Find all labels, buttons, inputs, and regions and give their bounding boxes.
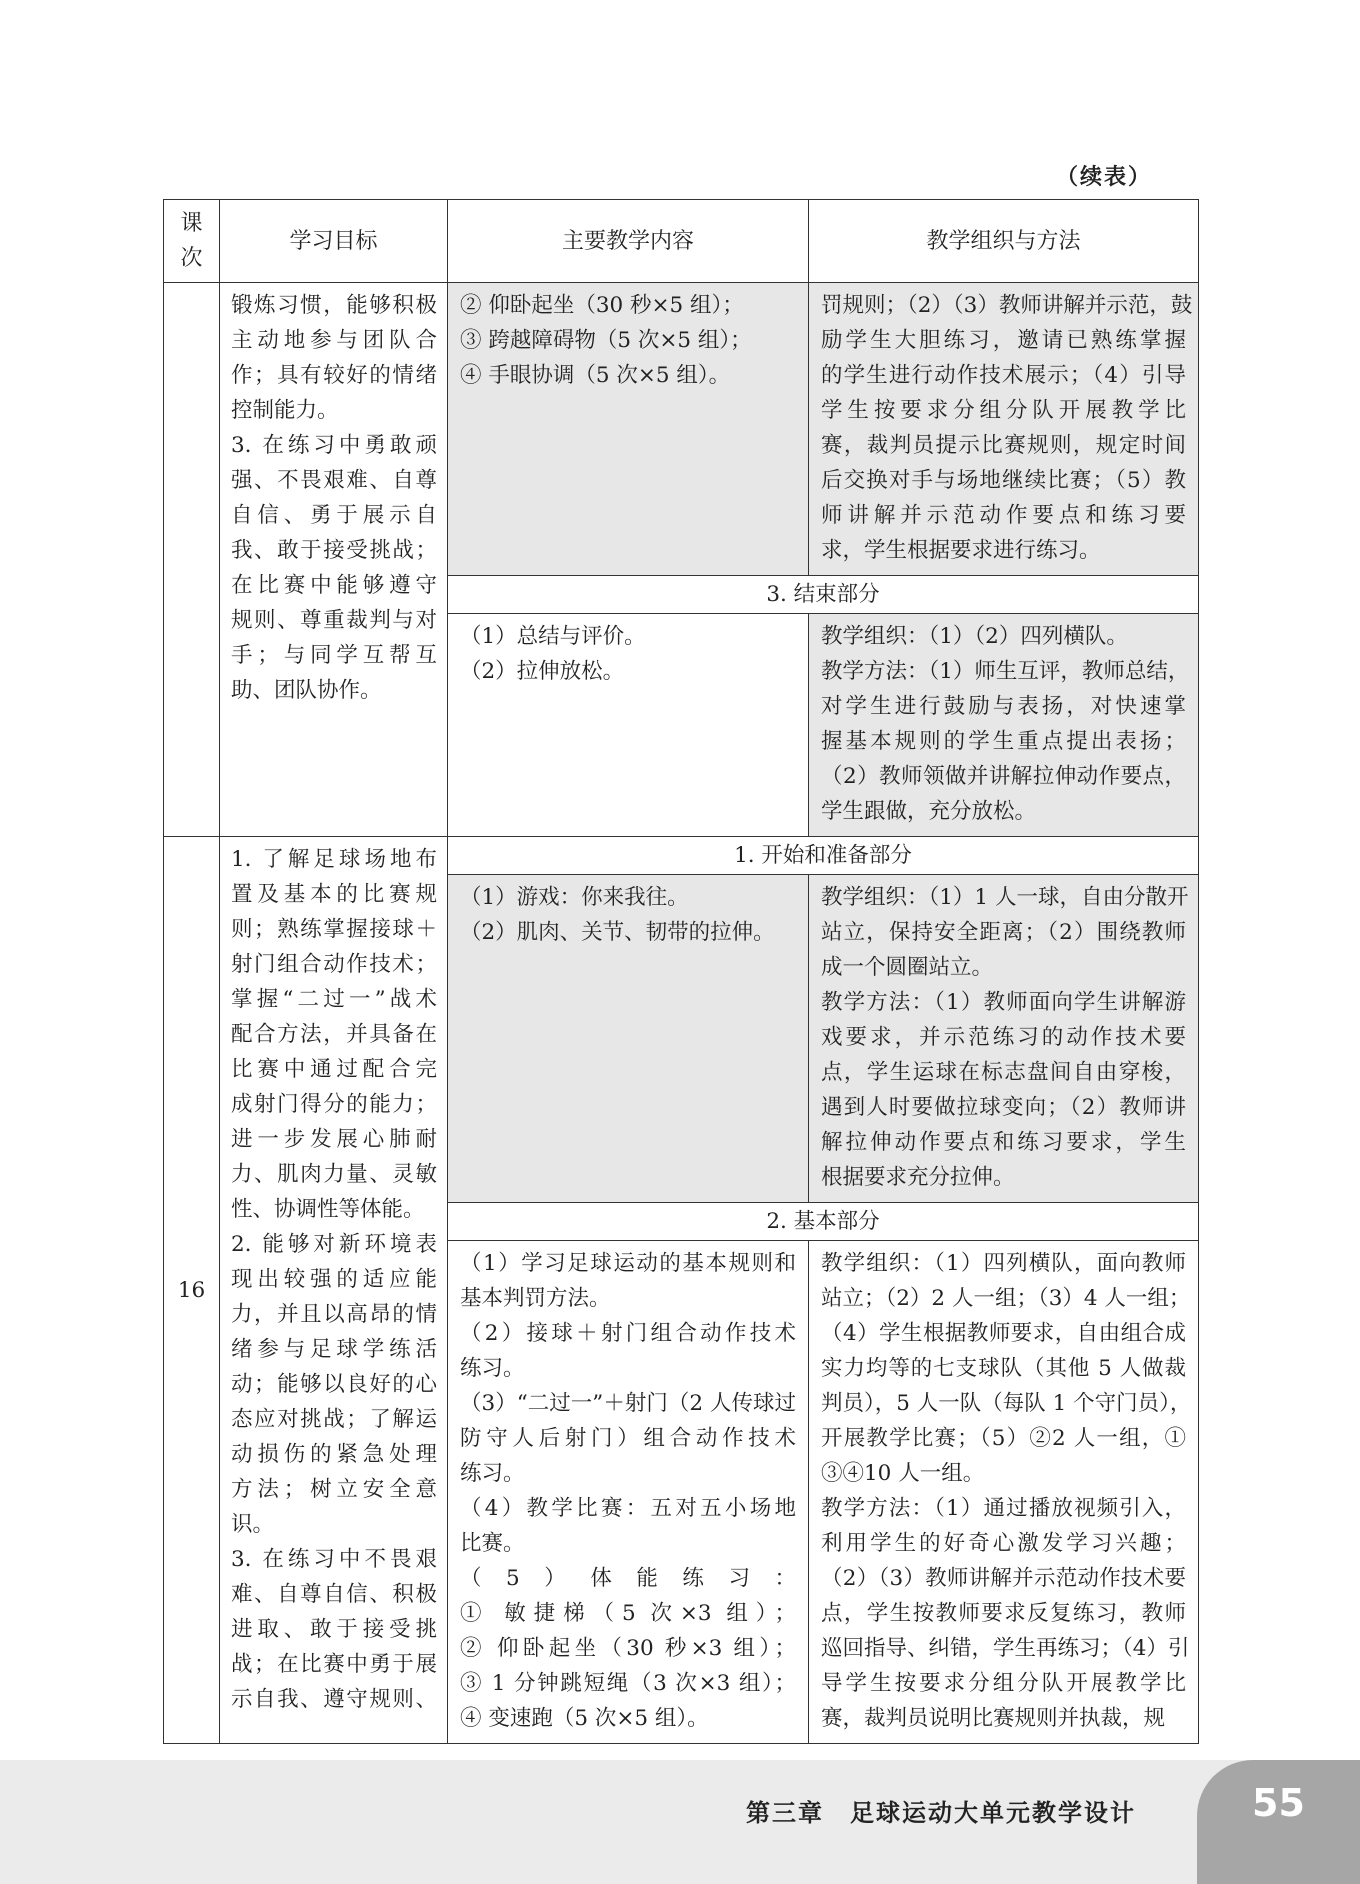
footer-band: [0, 1760, 1360, 1884]
cell-line: 教学方法：（1）通过播放视频引入，: [821, 1496, 1186, 1521]
header-content: 主要教学内容: [448, 200, 809, 283]
cell-line: 点，学生按教师要求反复练习，教师: [821, 1601, 1186, 1626]
cell-line: 3. 在练习中勇敢顽: [231, 433, 437, 458]
cell-line: ④ 手眼协调（5 次×5 组）。: [460, 363, 731, 388]
table-header-row: [164, 200, 1199, 283]
cell-line: 学生跟做，充分放松。: [821, 799, 1037, 824]
lesson-number-cell: 16: [164, 837, 220, 1744]
cell-line: 锻炼习惯，能够积极: [231, 293, 437, 318]
header-lesson: 课次: [164, 200, 220, 283]
cell-line: ③④10 人一组。: [821, 1461, 985, 1486]
cell-line: ① 敏捷梯（5 次×3 组）；: [460, 1601, 796, 1626]
cell-line: 比赛中通过配合完: [231, 1057, 437, 1082]
cell-line: 赛，裁判员提示比赛规则，规定时间: [821, 433, 1186, 458]
cell-line: 识。: [231, 1512, 275, 1537]
section-heading-start: 1. 开始和准备部分: [448, 837, 1199, 875]
cell-line: 示自我、遵守规则、: [231, 1687, 437, 1712]
cell-line: 规则、尊重裁判与对: [231, 608, 437, 633]
cell-line: （2）拉伸放松。: [460, 659, 625, 684]
cell-line: 罚规则；（2）（3）教师讲解并示范，鼓: [821, 293, 1193, 318]
cell-line: 我、敢于接受挑战；: [231, 538, 437, 563]
cell-line: 判员），5 人一队（每队 1 个守门员），: [821, 1391, 1192, 1416]
cell-line: 赛，裁判员说明比赛规则并执裁，规: [821, 1706, 1166, 1731]
cell-line: 练习。: [460, 1356, 525, 1381]
content-cell: [448, 875, 809, 1203]
cell-line: 教学组织：（1）四列横队，面向教师: [821, 1251, 1186, 1276]
cell-line: （2）接球＋射门组合动作技术: [460, 1321, 796, 1346]
page-number: 55: [1252, 1781, 1305, 1825]
cell-line: 防守人后射门）组合动作技术: [460, 1426, 796, 1451]
cell-line: 置及基本的比赛规: [231, 882, 437, 907]
cell-line: 在比赛中能够遵守: [231, 573, 437, 598]
cell-line: 战；在比赛中勇于展: [231, 1652, 437, 1677]
content-cell: [448, 1241, 809, 1744]
cell-line: 主动地参与团队合: [231, 328, 437, 353]
cell-line: 利用学生的好奇心激发学习兴趣；: [821, 1531, 1186, 1556]
cell-line: 师讲解并示范动作要点和练习要: [821, 503, 1186, 528]
cell-line: 站立，保持安全距离；（2）围绕教师: [821, 920, 1186, 945]
cell-line: 手；与同学互帮互: [231, 643, 437, 668]
cell-line: ③ 跨越障碍物（5 次×5 组）；: [460, 328, 752, 353]
section-heading-end: 3. 结束部分: [448, 576, 1199, 614]
cell-line: 教学组织：（1）1 人一球，自由分散开: [821, 885, 1189, 910]
cell-line: 动；能够以良好的心: [231, 1372, 437, 1397]
cell-line: （2）教师领做并讲解拉伸动作要点，: [821, 764, 1186, 789]
cell-line: 作；具有较好的情绪: [231, 363, 437, 388]
cell-line: 绪参与足球学练活: [231, 1337, 437, 1362]
lesson-plan-table: [163, 199, 1199, 1744]
cell-line: 进一步发展心肺耐: [231, 1127, 437, 1152]
cell-line: 巡回指导、纠错，学生再练习；（4）引: [821, 1636, 1190, 1661]
cell-line: 配合方法，并具备在: [231, 1022, 437, 1047]
cell-line: ② 仰卧起坐（30 秒×5 组）；: [460, 293, 744, 318]
continued-label: （续表）: [1055, 165, 1152, 190]
goals-cell: [220, 283, 448, 837]
cell-line: 1. 了解足球场地布: [231, 847, 437, 872]
cell-line: 成一个圆圈站立。: [821, 955, 994, 980]
cell-line: 3. 在练习中不畏艰: [231, 1547, 437, 1572]
cell-line: 则；熟练掌握接球＋: [231, 917, 437, 942]
cell-line: 力，并且以高昂的情: [231, 1302, 437, 1327]
cell-line: 励学生大胆练习，邀请已熟练掌握: [821, 328, 1186, 353]
cell-line: 态应对挑战；了解运: [231, 1407, 437, 1432]
cell-line: 成射门得分的能力；: [231, 1092, 437, 1117]
cell-line: （2）肌肉、关节、韧带的拉伸。: [460, 920, 775, 945]
cell-line: 射门组合动作技术；: [231, 952, 437, 977]
cell-line: 动损伤的紧急处理: [231, 1442, 437, 1467]
cell-line: 助、团队协作。: [231, 678, 382, 703]
cell-line: 现出较强的适应能: [231, 1267, 437, 1292]
cell-line: 控制能力。: [231, 398, 339, 423]
cell-line: 后交换对手与场地继续比赛；（5）教: [821, 468, 1186, 493]
cell-line: ③ 1 分钟跳短绳（3 次×3 组）；: [460, 1671, 796, 1696]
cell-line: 的学生进行动作技术展示；（4）引导: [821, 363, 1186, 388]
method-cell: [809, 1241, 1199, 1744]
cell-line: 实力均等的七支球队（其他 5 人做裁: [821, 1356, 1186, 1381]
cell-line: 戏要求，并示范练习的动作技术要: [821, 1025, 1186, 1050]
cell-line: 2. 能够对新环境表: [231, 1232, 437, 1257]
cell-line: 学生按要求分组分队开展教学比: [821, 398, 1186, 423]
cell-line: 基本判罚方法。: [460, 1286, 611, 1311]
cell-line: 教学组织：（1）（2）四列横队。: [821, 624, 1128, 649]
method-cell: [809, 283, 1199, 576]
cell-line: 比赛。: [460, 1531, 525, 1556]
method-cell: [809, 614, 1199, 837]
content-cell: [448, 283, 809, 576]
method-cell: [809, 875, 1199, 1203]
cell-line: 对学生进行鼓励与表扬，对快速掌: [821, 694, 1186, 719]
cell-line: ② 仰卧起坐（30 秒×3 组）；: [460, 1636, 796, 1661]
chapter-title: 第三章 足球运动大单元教学设计: [746, 1799, 1136, 1827]
goals-cell: [220, 837, 448, 1744]
cell-line: （5）体能练习：: [460, 1566, 796, 1591]
cell-line: 难、自尊自信、积极: [231, 1582, 437, 1607]
cell-line: 进取、敢于接受挑: [231, 1617, 437, 1642]
cell-line: （1）游戏：你来我往。: [460, 885, 689, 910]
cell-line: 教学方法：（1）教师面向学生讲解游: [821, 990, 1186, 1015]
lesson-number-cell: [164, 283, 220, 837]
cell-line: （3）“二过一”＋射门（2 人传球过: [460, 1391, 796, 1416]
cell-line: 练习。: [460, 1461, 525, 1486]
cell-line: 教学方法：（1）师生互评，教师总结，: [821, 659, 1190, 684]
cell-line: （1）总结与评价。: [460, 624, 646, 649]
cell-line: 站立；（2）2 人一组；（3）4 人一组；: [821, 1286, 1191, 1311]
cell-line: 解拉伸动作要点和练习要求，学生: [821, 1130, 1186, 1155]
cell-line: 自信、勇于展示自: [231, 503, 437, 528]
cell-line: 握基本规则的学生重点提出表扬；: [821, 729, 1186, 754]
cell-line: 性、协调性等体能。: [231, 1197, 425, 1222]
section-row: [164, 837, 1199, 875]
cell-line: 求，学生根据要求进行练习。: [821, 538, 1101, 563]
header-goals: 学习目标: [220, 200, 448, 283]
cell-line: 方法；树立安全意: [231, 1477, 437, 1502]
cell-line: 导学生按要求分组分队开展教学比: [821, 1671, 1186, 1696]
cell-line: 力、肌肉力量、灵敏: [231, 1162, 437, 1187]
cell-line: 遇到人时要做拉球变向；（2）教师讲: [821, 1095, 1186, 1120]
cell-line: 开展教学比赛；（5）②2 人一组，①: [821, 1426, 1186, 1451]
cell-line: 掌握“二过一”战术: [231, 987, 437, 1012]
header-method: 教学组织与方法: [809, 200, 1199, 283]
cell-line: （2）（3）教师讲解并示范动作技术要: [821, 1566, 1186, 1591]
cell-line: （1）学习足球运动的基本规则和: [460, 1251, 796, 1276]
content-cell: [448, 614, 809, 837]
cell-line: 根据要求充分拉伸。: [821, 1165, 1015, 1190]
cell-line: （4）教学比赛：五对五小场地: [460, 1496, 796, 1521]
cell-line: 强、不畏艰难、自尊: [231, 468, 437, 493]
table-row: [164, 283, 1199, 576]
section-heading-basic: 2. 基本部分: [448, 1203, 1199, 1241]
cell-line: （4）学生根据教师要求，自由组合成: [821, 1321, 1186, 1346]
cell-line: 点，学生运球在标志盘间自由穿梭，: [821, 1060, 1186, 1085]
cell-line: ④ 变速跑（5 次×5 组）。: [460, 1706, 709, 1731]
